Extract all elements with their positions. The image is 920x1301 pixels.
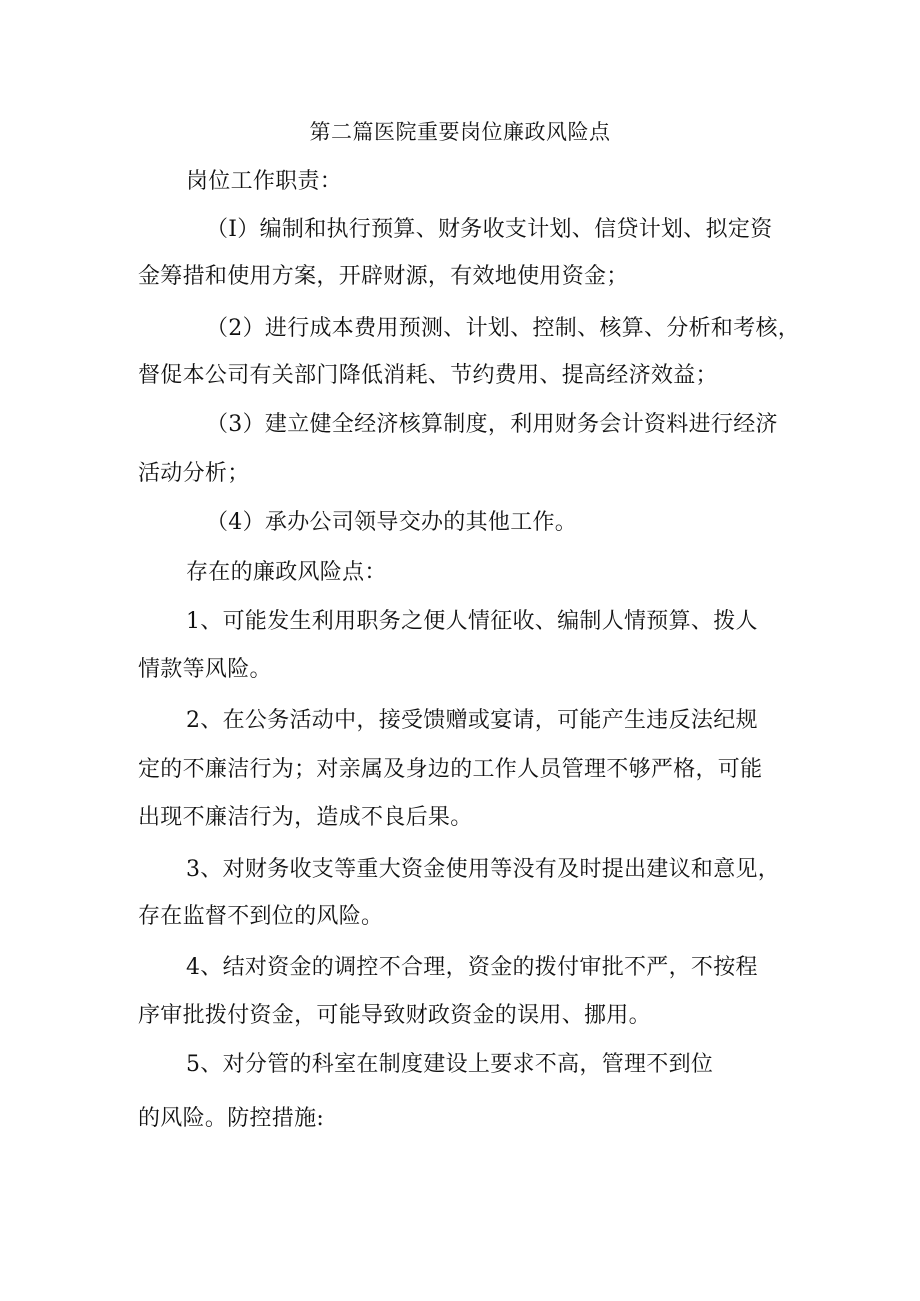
duty-1-line-2: 金筹措和使用方案，开辟财源，有效地使用资金； (138, 264, 629, 289)
risk-1-line-2: 情款等风险。 (138, 657, 272, 682)
duty-1-line-1: （I）编制和执行预算、财务收支计划、信贷计划、拟定资 (206, 217, 773, 242)
risk-3-line-2: 存在监督不到位的风险。 (138, 904, 384, 929)
risk-2-line-3: 出现不廉洁行为，造成不良后果。 (138, 805, 473, 830)
duty-3-line-1: （3）建立健全经济核算制度，利用财务会计资料进行经济 (206, 412, 778, 437)
risk-5-line-1: 5、对分管的科室在制度建设上要求不高，管理不到位 (186, 1052, 714, 1077)
duty-2-line-1: （2）进行成本费用预测、计划、控制、核算、分析和考核， (206, 316, 801, 341)
duty-2-line-2: 督促本公司有关部门降低消耗、节约费用、提高经济效益； (138, 363, 718, 388)
risk-2-line-2: 定的不廉洁行为；对亲属及身边的工作人员管理不够严格，可能 (138, 757, 763, 782)
document-title: 第二篇医院重要岗位廉政风险点 (309, 120, 611, 144)
duty-3-line-2: 活动分析； (138, 461, 250, 486)
risk-3-line-1: 3、对财务收支等重大资金使用等没有及时提出建议和意见， (186, 857, 781, 882)
risk-4-line-1: 4、结对资金的调控不合理，资金的拨付审批不严，不按程 (186, 955, 758, 980)
risk-2-line-1: 2、在公务活动中，接受馈赠或宴请，可能产生违反法纪规 (186, 708, 758, 733)
duty-4-line-1: （4）承办公司领导交办的其他工作。 (206, 510, 578, 535)
risk-1-line-1: 1、可能发生利用职务之便人情征收、编制人情预算、拨人 (186, 609, 758, 634)
risk-5-line-2: 的风险。防控措施: (138, 1106, 325, 1131)
risk-4-line-2: 序审批拨付资金，可能导致财政资金的误用、挪用。 (138, 1003, 651, 1028)
duties-heading: 岗位工作职责： (186, 169, 343, 194)
risks-heading: 存在的廉政风险点： (186, 560, 387, 585)
